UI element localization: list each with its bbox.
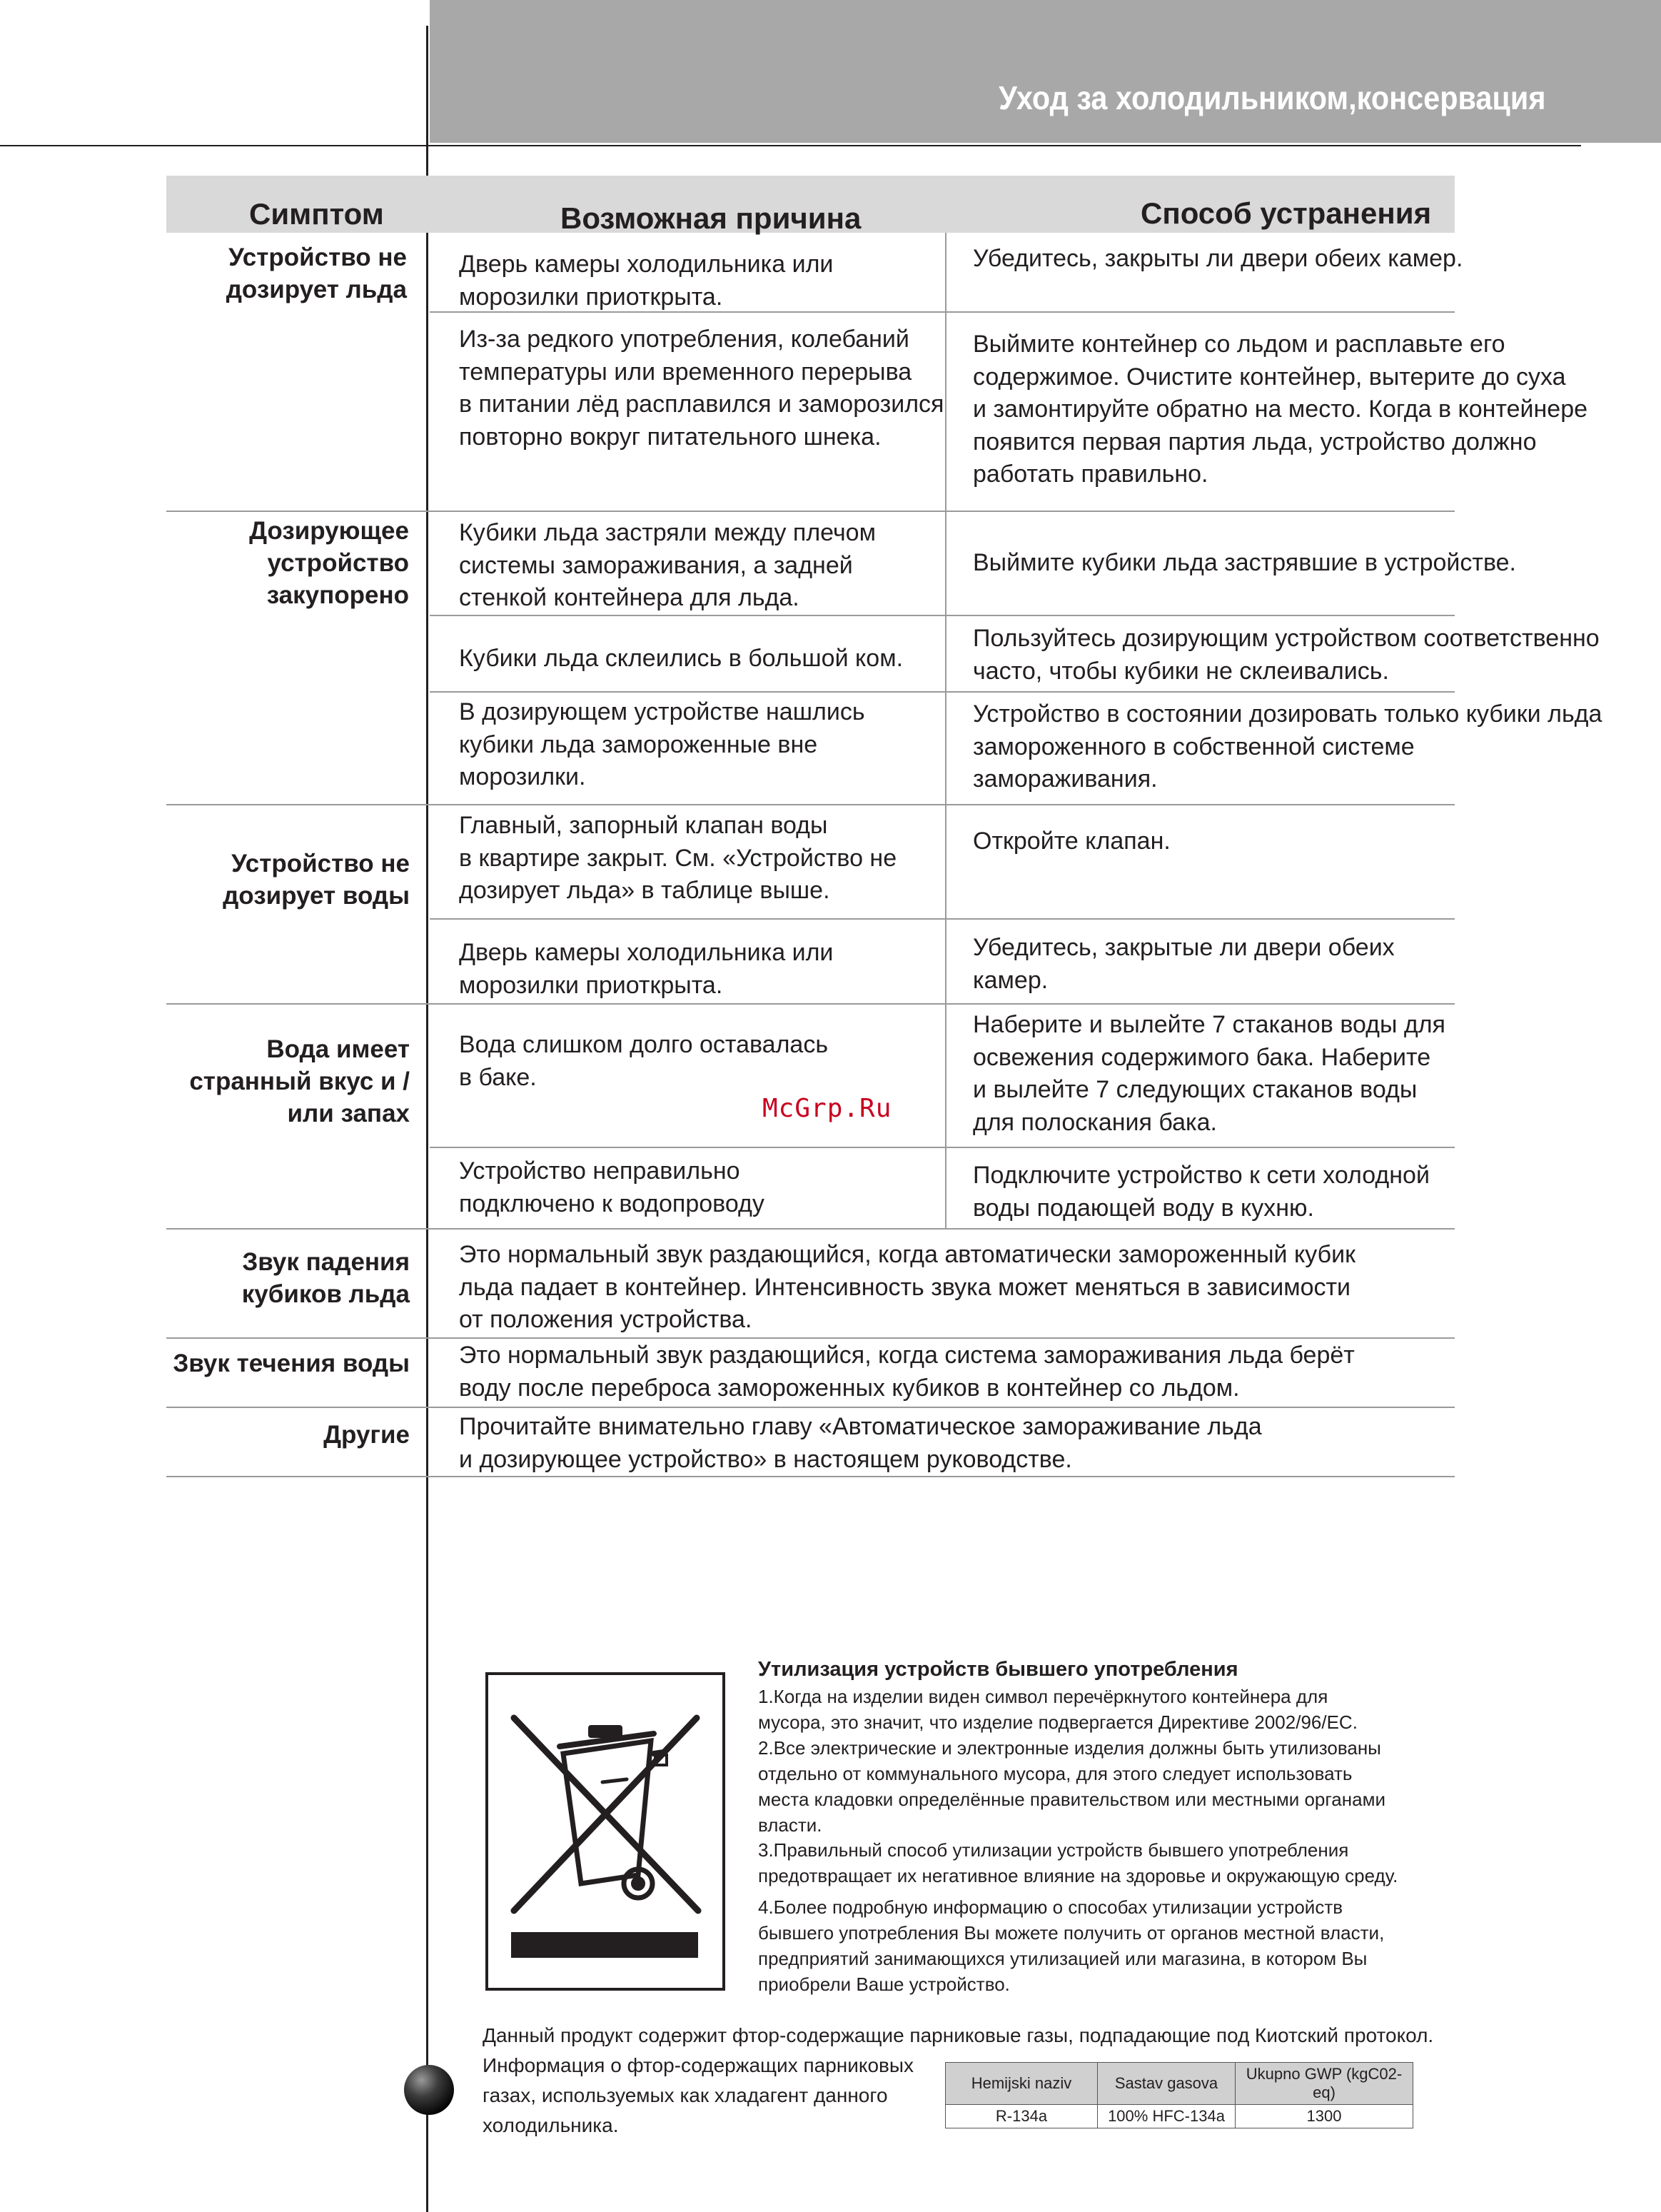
page-marker-ball xyxy=(404,2065,454,2115)
symptom-cell: Звук падения кубиков льда xyxy=(241,1248,410,1308)
gas-table-header-row xyxy=(946,2063,1413,2105)
cause-cell: В дозирующем устройстве нашлись кубики льда замороженные вне морозилки. xyxy=(459,698,865,790)
row-divider xyxy=(430,311,1455,313)
row-divider xyxy=(430,1147,1455,1148)
symptom-cell: Вода имеет странный вкус и / или запах xyxy=(189,1035,410,1127)
remedy-cell: Подключите устройство к сети холодной воды подающей воду в кухню. xyxy=(973,1162,1430,1222)
gas-table-header: Hemijski naziv xyxy=(946,2063,1098,2105)
cause-cell: Дверь камеры холодильника или морозилки приоткрыта. xyxy=(459,251,834,311)
note-cell: Это нормальный звук раздающийся, когда система замораживания льда берёт воду после переброса замороженных кубиков в контейнер со льдом. xyxy=(459,1342,1355,1402)
row-divider xyxy=(166,1337,1455,1339)
disposal-item: 1.Когда на изделии виден символ перечёркнутого контейнера для мусора, это значит, что изделие подвергается Директиве 2002/96/EC. xyxy=(758,1686,1358,1733)
row-divider xyxy=(166,1476,1455,1477)
remedy-cell: Убедитесь, закрытые ли двери обеих камер. xyxy=(973,934,1395,994)
disposal-item: 4.Более подробную информацию о способах утилизации устройств бывшего употребления Вы можете получить от органов местной власти, предприятий занимающихся утилизацией или магазина, в котором Вы приобрели Ваше устройство. xyxy=(758,1896,1385,1995)
disposal-title: Утилизация устройств бывшего употребления xyxy=(758,1658,1238,1681)
row-divider xyxy=(166,1228,1455,1230)
header-band xyxy=(430,0,1661,143)
note-cell: Это нормальный звук раздающийся, когда автоматически замороженный кубик льда падает в контейнер. Интенсивность звука может меняться в зависимости от положения устройства. xyxy=(459,1241,1355,1333)
gas-table xyxy=(945,2062,1413,2128)
row-divider xyxy=(430,615,1455,616)
refrigerant-info: Информация о фтор-содержащих парниковых газах, используемых как хладагент данного холодильника. xyxy=(483,2054,914,2136)
cause-cell: Кубики льда склеились в большой ком. xyxy=(459,645,904,672)
remedy-cell: Устройство в состоянии дозировать только кубики льда замороженного в собственной системе замораживания. xyxy=(973,700,1602,793)
remedy-cell: Убедитесь, закрыты ли двери обеих камер. xyxy=(973,245,1463,272)
row-divider xyxy=(430,691,1455,693)
row-divider xyxy=(166,511,1455,512)
symptom-cell: Дозирующее устройство закупорено xyxy=(249,517,409,609)
gas-table-cell: 100% HFC-134a xyxy=(1098,2105,1236,2128)
symptom-cell: Устройство не дозирует воды xyxy=(223,850,410,910)
row-divider xyxy=(166,1407,1455,1408)
header-rule xyxy=(0,145,1581,146)
row-divider xyxy=(166,804,1455,805)
margin-rule xyxy=(426,26,428,2212)
cause-cell: Вода слишком долго оставалась в баке. xyxy=(459,1031,829,1091)
gas-table-row xyxy=(946,2105,1413,2128)
disposal-item: 2.Все электрические и электронные изделия должны быть утилизованы отдельно от коммунального мусора, для этого следует использовать места кладовки определённые правительством или местными органами власти. xyxy=(758,1737,1385,1836)
page-title: Уход за холодильником,консервация xyxy=(998,79,1545,116)
symptom-cell: Другие xyxy=(323,1421,410,1449)
crossed-bin-icon xyxy=(488,1675,722,1988)
row-divider xyxy=(166,1003,1455,1005)
weee-symbol-box xyxy=(485,1672,725,1991)
remedy-cell: Выймите контейнер со льдом и расплавьте его содержимое. Очистите контейнер, вытерите до суха и замонтируйте обратно на место. Когда в контейнере появится первая партия льда, устройство должно работать правильно. xyxy=(973,331,1588,488)
cause-cell: Устройство неправильно подключено к водопроводу xyxy=(459,1157,764,1217)
gas-table-cell: 1300 xyxy=(1236,2105,1413,2128)
column-header-remedy: Способ устранения xyxy=(1141,196,1432,230)
cause-cell: Из-за редкого употребления, колебаний температуры или временного перерыва в питании лёд расплавился и заморозился повторно вокруг питательного шнека. xyxy=(459,326,944,451)
column-header-cause: Возможная причина xyxy=(560,201,862,235)
note-cell: Прочитайте внимательно главу «Автоматическое замораживание льда и дозирующее устройство» в настоящем руководстве. xyxy=(459,1413,1262,1473)
gas-table-cell: R-134a xyxy=(946,2105,1098,2128)
disposal-item: 3.Правильный способ утилизации устройств бывшего употребления предотвращает их негативное влияние на здоровье и окружающую среду. xyxy=(758,1839,1398,1886)
cause-cell: Дверь камеры холодильника или морозилки приоткрыта. xyxy=(459,939,834,999)
remedy-cell: Выймите кубики льда застрявшие в устройстве. xyxy=(973,549,1516,576)
remedy-cell: Откройте клапан. xyxy=(973,828,1171,855)
cause-cell: Главный, запорный клапан воды в квартире закрыт. См. «Устройство не дозирует льда» в таблице выше. xyxy=(459,812,897,904)
gas-table-header: Ukupno GWP (kgC02-eq) xyxy=(1236,2063,1413,2105)
remedy-cell: Пользуйтесь дозирующим устройством соответственно часто, чтобы кубики не склеивались. xyxy=(973,625,1600,685)
symptom-cell: Устройство не дозирует льда xyxy=(226,243,407,303)
kyoto-notice: Данный продукт содержит фтор-содержащие парниковые газы, подпадающие под Киотский протокол. xyxy=(483,2024,1434,2046)
remedy-cell: Наберите и вылейте 7 стаканов воды для освежения содержимого бака. Наберите и вылейте 7 следующих стаканов воды для полоскания бака. xyxy=(973,1011,1445,1136)
row-divider xyxy=(430,918,1455,920)
watermark: McGrp.Ru xyxy=(762,1094,892,1123)
cause-cell: Кубики льда застряли между плечом системы замораживания, а задней стенкой контейнера для льда. xyxy=(459,519,876,611)
gas-table-header: Sastav gasova xyxy=(1098,2063,1236,2105)
column-separator xyxy=(945,233,946,1229)
column-header-symptom: Симптом xyxy=(249,197,384,231)
symptom-cell: Звук течения воды xyxy=(173,1349,410,1377)
